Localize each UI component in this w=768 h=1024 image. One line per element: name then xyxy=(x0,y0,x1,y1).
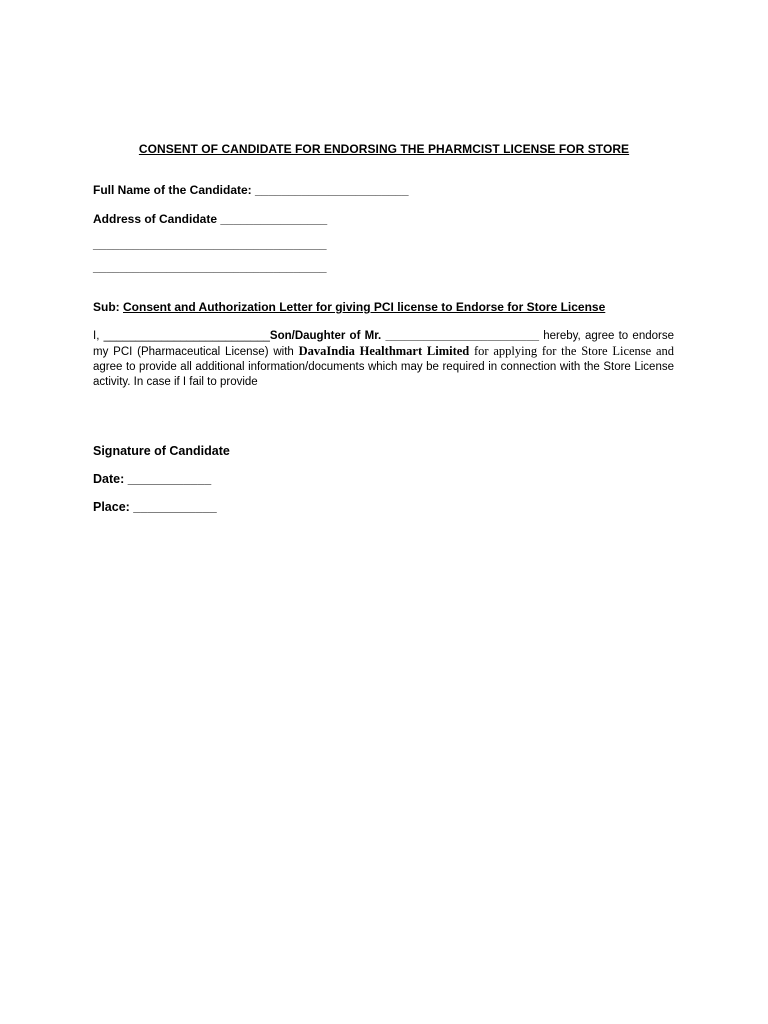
body-part-4: for applying for the Store License and xyxy=(469,344,675,358)
body-part-3: hereby, agree to endorse my PCI (Pharmaceutical License) with xyxy=(93,330,674,358)
subject-text: Consent and Authorization Letter for giving PCI license to Endorse for Store License xyxy=(123,300,606,314)
subject-label: Sub: xyxy=(93,300,123,314)
address-blank-line: ___________________________________ xyxy=(93,237,327,251)
full-name-field: Full Name of the Candidate: _______________________ xyxy=(93,183,409,197)
body-part-5: agree to provide all additional information/documents which may be required in connection with the Store License activity. In case if I fail to provide xyxy=(93,361,674,388)
body-part-2: Son/Daughter of Mr. ________________________ xyxy=(269,330,539,342)
date-field: Date: ____________ xyxy=(93,472,212,486)
address-field: Address of Candidate ________________ xyxy=(93,212,328,226)
consent-paragraph xyxy=(93,329,674,390)
document-title: CONSENT OF CANDIDATE FOR ENDORSING THE PHARMCIST LICENSE FOR STORE xyxy=(138,142,630,156)
body-part-1: I, __________________________ xyxy=(93,330,270,342)
address-blank-line: ___________________________________ xyxy=(93,260,327,274)
company-name: DavaIndia Healthmart Limited xyxy=(298,344,470,358)
subject-line xyxy=(93,300,605,314)
signature-label: Signature of Candidate xyxy=(93,444,230,458)
place-field: Place: ____________ xyxy=(93,500,217,514)
